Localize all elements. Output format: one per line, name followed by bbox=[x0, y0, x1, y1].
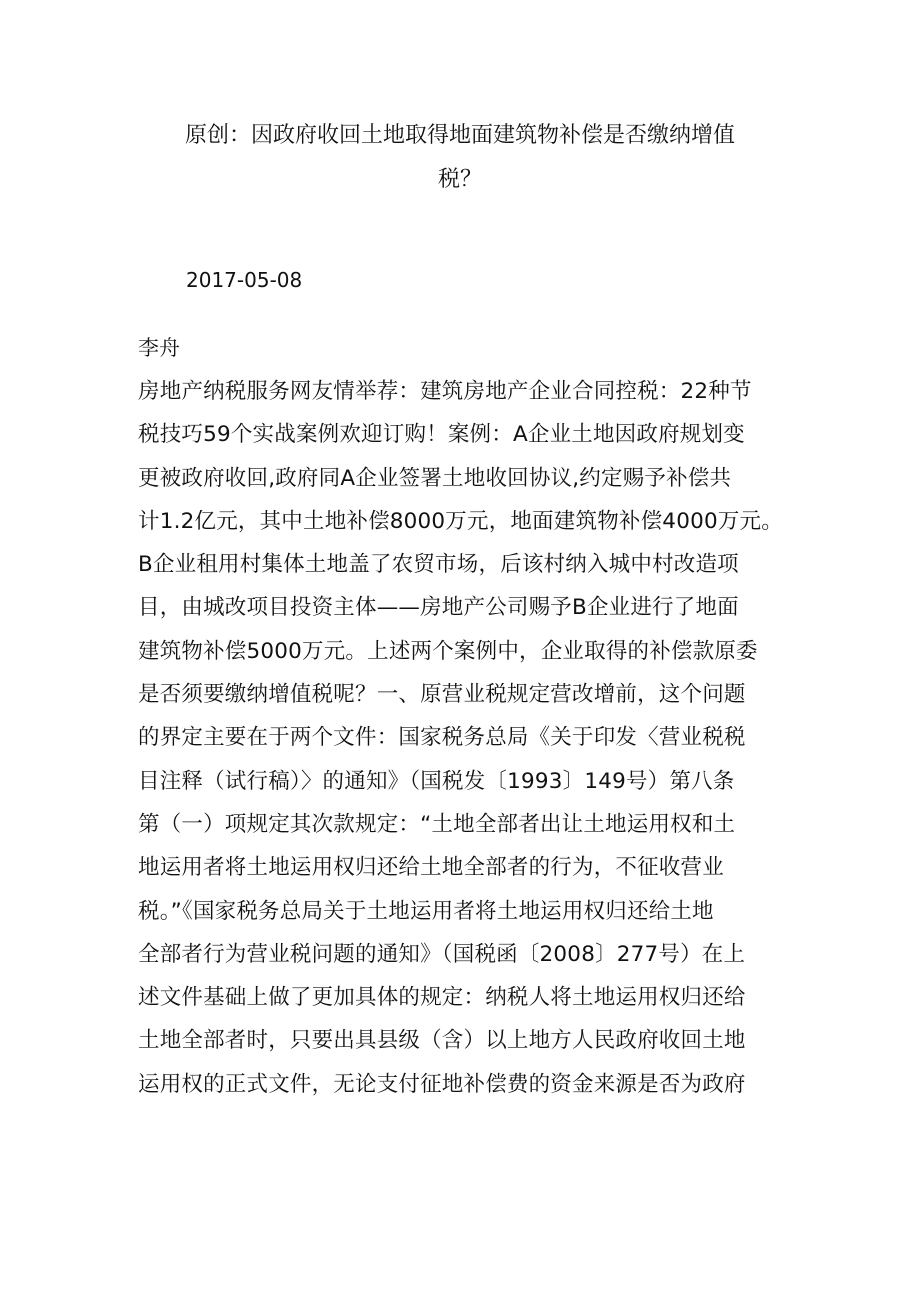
body-line: 地运用者将土地运用权归还给土地全部者的行为，不征收营业 bbox=[138, 855, 724, 881]
body-line: 更被政府收回,政府同A企业签署土地收回协议,约定赐予补偿共 bbox=[138, 465, 732, 491]
body-line: 目注释（试行稿）〉的通知》（国税发〔1993〕149号）第八条 bbox=[138, 768, 735, 794]
title-line-1: 原创：因政府收回土地取得地面建筑物补偿是否缴纳增值 bbox=[184, 123, 735, 148]
body-line: 全部者行为营业税问题的通知》（国税函〔2008〕277号）在上 bbox=[138, 941, 746, 967]
body-line: 建筑物补偿5000万元。上述两个案例中，企业取得的补偿款原委 bbox=[138, 638, 758, 664]
body-line: 述文件基础上做了更加具体的规定：纳税人将土地运用权归还给 bbox=[138, 985, 746, 1011]
title-line-2: 税？ bbox=[437, 167, 482, 192]
body-line: 税技巧59个实战案例欢迎订购！案例：A企业土地因政府规划变 bbox=[138, 422, 745, 448]
body-line: 计1.2亿元，其中土地补偿8000万元，地面建筑物补偿4000万元。 bbox=[138, 508, 783, 534]
body-line: 运用权的正式文件，无论支付征地补偿费的资金来源是否为政府 bbox=[138, 1071, 746, 1097]
body-line: 的界定主要在于两个文件：国家税务总局《关于印发〈营业税税 bbox=[138, 725, 746, 751]
article-body bbox=[138, 370, 898, 1106]
body-line: 目，由城改项目投资主体——房地产公司赐予B企业进行了地面 bbox=[138, 595, 739, 621]
body-line: 土地全部者时，只要出具县级（含）以上地方人民政府收回土地 bbox=[138, 1028, 746, 1054]
body-line: B企业租用村集体土地盖了农贸市场，后该村纳入城中村改造项 bbox=[138, 552, 739, 578]
body-line: 房地产纳税服务网友情举荐：建筑房地产企业合同控税：22种节 bbox=[138, 379, 752, 404]
article-title bbox=[120, 114, 800, 202]
publish-date: 2017-05-08 bbox=[186, 268, 303, 292]
body-line: 是否须要缴纳增值税呢？一、原营业税规定营改增前，这个问题 bbox=[138, 682, 746, 708]
author-name: 李舟 bbox=[138, 336, 180, 360]
body-line: 第（一）项规定其次款规定：“土地全部者出让土地运用权和土 bbox=[138, 811, 736, 837]
body-line: 税。”《国家税务总局关于土地运用者将土地运用权归还给土地 bbox=[138, 898, 714, 924]
